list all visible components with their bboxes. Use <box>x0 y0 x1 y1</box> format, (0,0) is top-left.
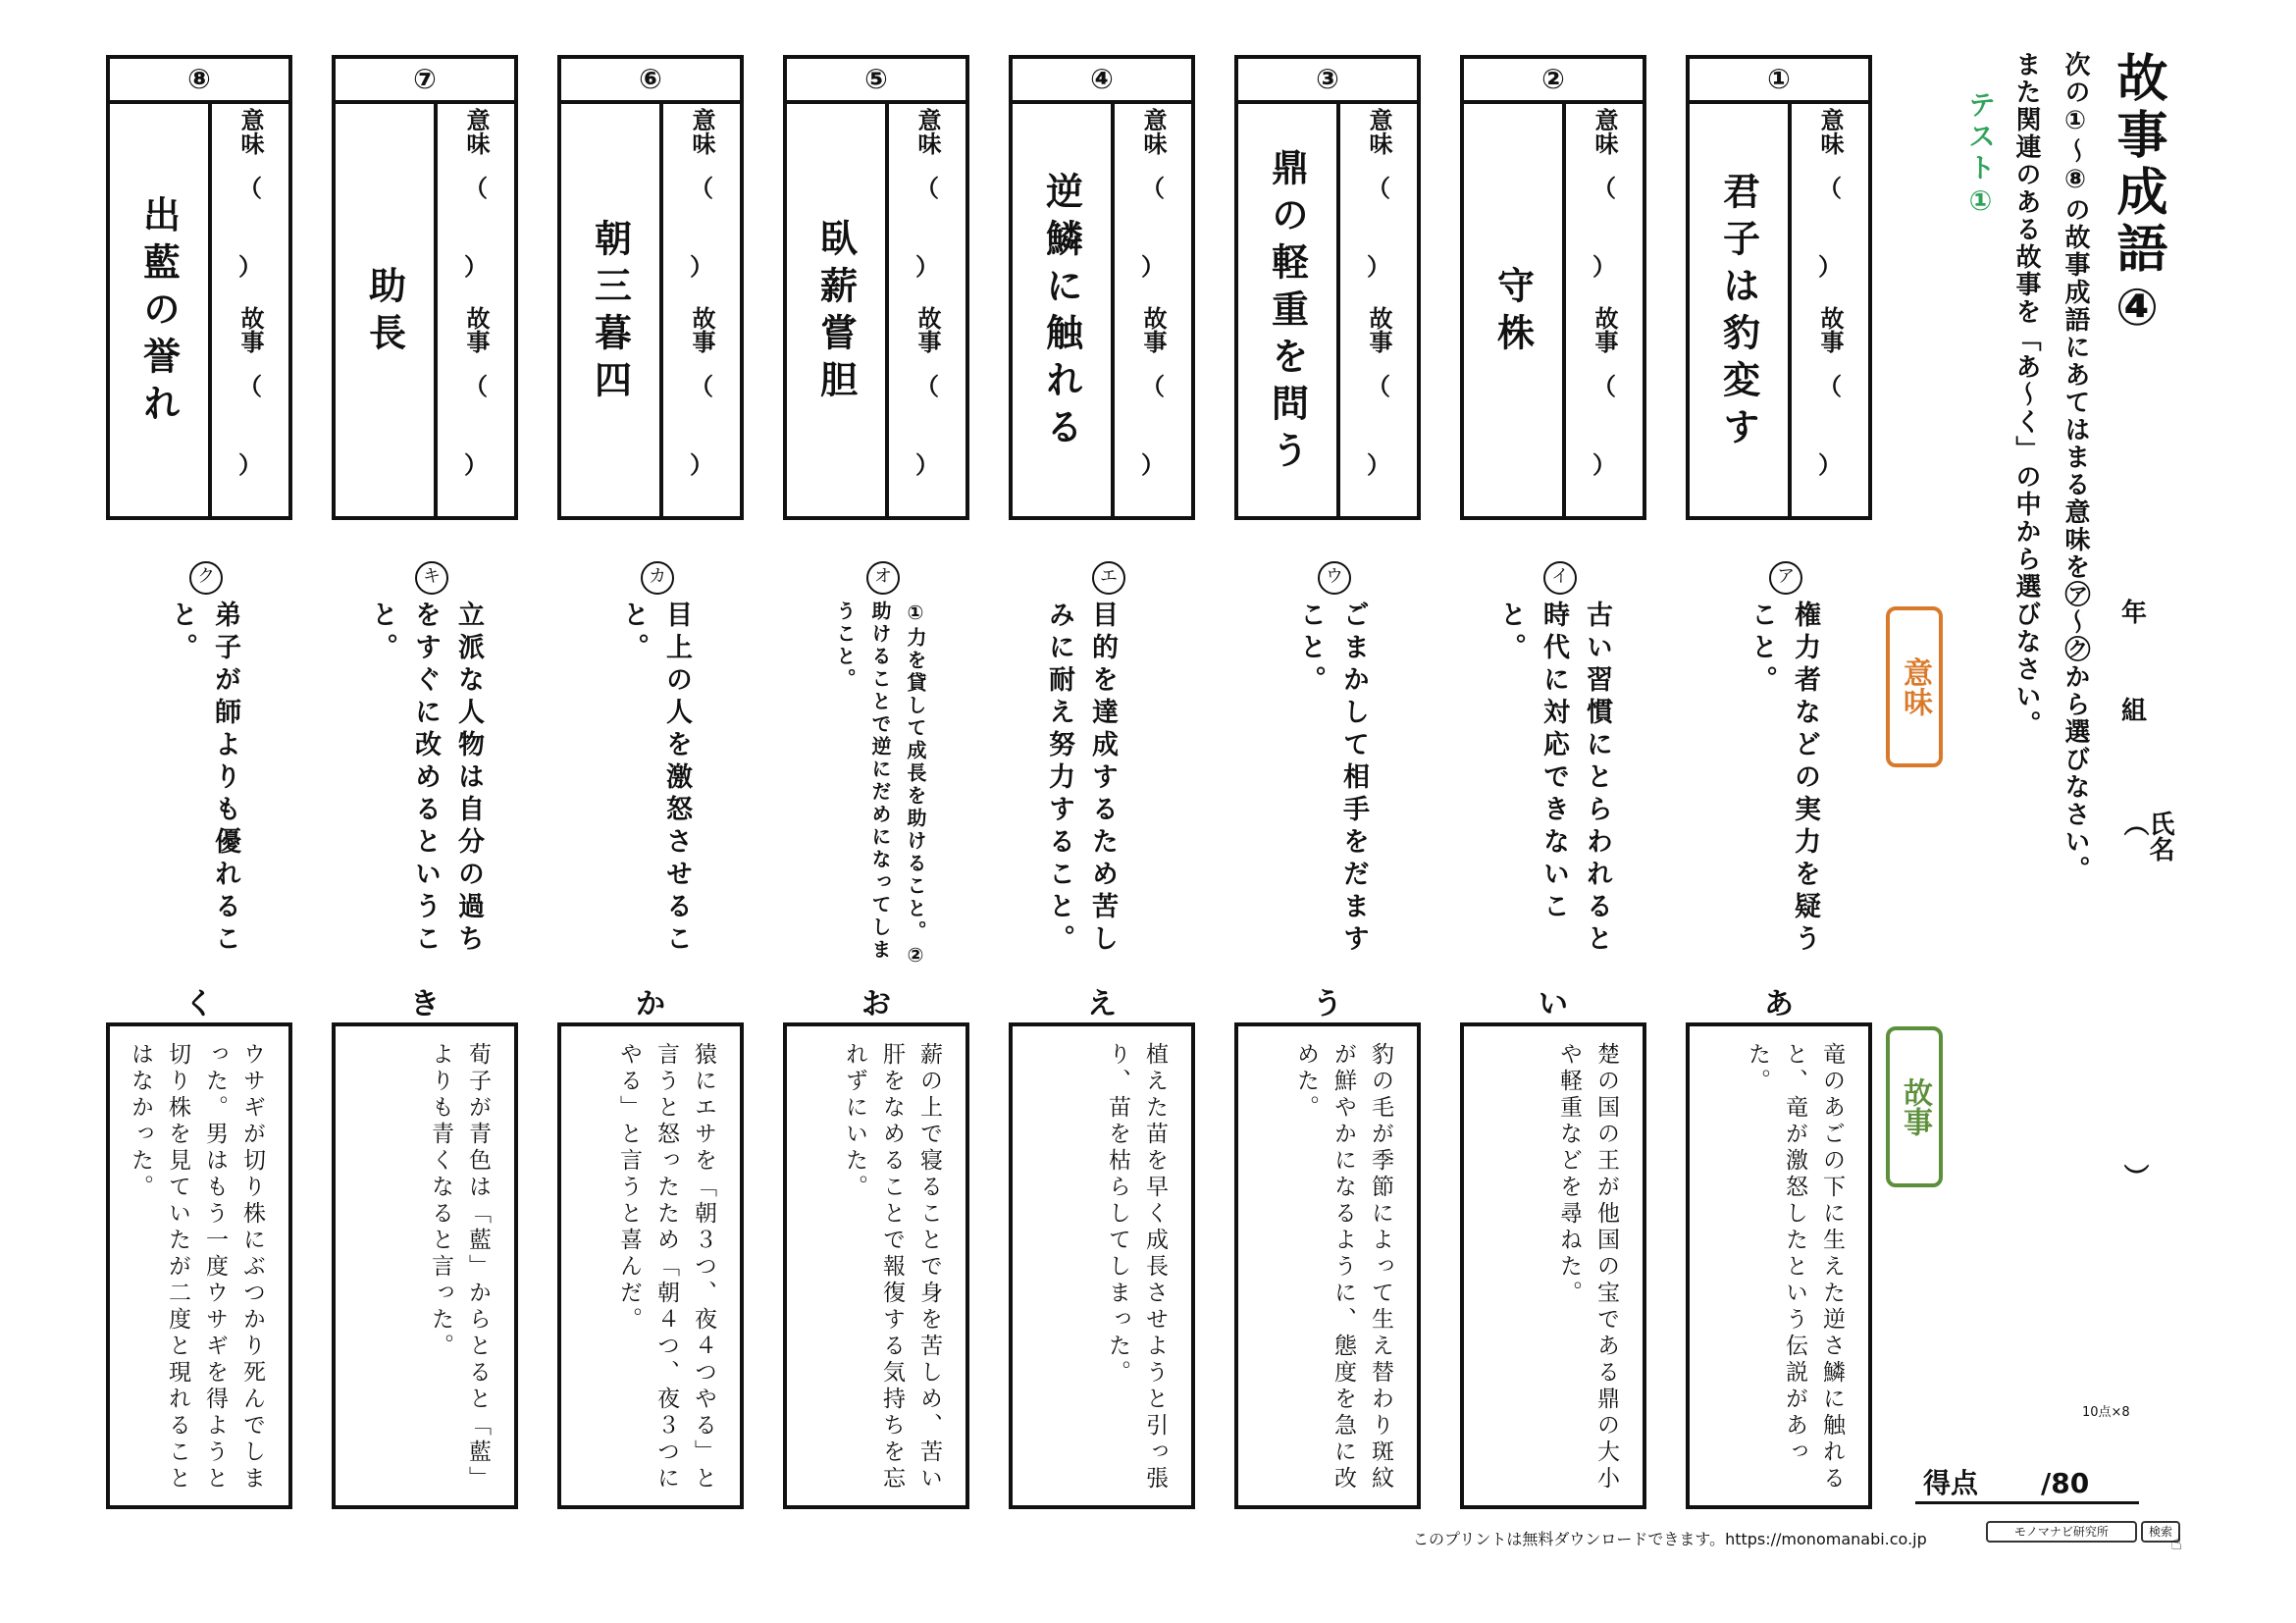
answer-field[interactable] <box>1792 108 1868 508</box>
idiom-phrase: 逆鱗に触れる <box>1039 172 1083 454</box>
story-label: 故事 <box>688 306 715 353</box>
answer-number: ③ <box>1238 59 1417 104</box>
bracket-close: ） <box>1818 253 1842 281</box>
meaning-label: ウ <box>1318 561 1351 595</box>
bracket-close: ） <box>464 451 488 479</box>
story-label: 故事 <box>1591 306 1618 353</box>
score-underline <box>1915 1501 2139 1504</box>
bracket-open: （ <box>915 175 939 202</box>
idiom-phrase: 君子は豹変す <box>1716 172 1760 454</box>
answer-number: ⑧ <box>110 59 288 104</box>
answer-box-1 <box>1686 55 1872 520</box>
bracket-close: ） <box>238 451 262 479</box>
meaning-label: 意味 <box>688 108 715 155</box>
bracket-open: （ <box>464 175 488 202</box>
meaning-tag: 意味 <box>1886 606 1943 767</box>
idiom-phrase: 守株 <box>1490 266 1535 360</box>
answer-number: ④ <box>1013 59 1191 104</box>
student-info <box>2121 601 2172 1189</box>
story-label-i: い <box>1539 987 1568 1021</box>
bracket-open: （ <box>238 373 262 400</box>
story-text: 荀子が青色は「藍」からとると「藍」よりも青くなると言った。 <box>428 1042 491 1492</box>
story-box-i <box>1460 1022 1646 1509</box>
story-text: 豹の毛が季節によって生え替わり斑紋が鮮やかになるように、態度を急に改めた。 <box>1293 1042 1393 1492</box>
idiom-phrase: 鼎の軽重を問う <box>1265 148 1309 478</box>
meaning-label: 意味 <box>236 108 264 155</box>
bracket-close: ） <box>1141 253 1165 281</box>
answer-number: ⑤ <box>787 59 965 104</box>
story-text: 猿にエサを「朝３つ、夜４つやる」と言うと怒ったため「朝４つ、夜３つにやる」と言うと喜んだ。 <box>616 1042 716 1492</box>
story-label: 故事 <box>1816 306 1844 353</box>
answer-field[interactable] <box>1566 108 1643 508</box>
class-label: 組 <box>2121 697 2148 726</box>
story-label-ka: か <box>636 987 665 1021</box>
idiom-phrase: 臥薪嘗胆 <box>813 219 858 407</box>
story-box-a <box>1686 1022 1872 1509</box>
bracket-close: ） <box>1367 451 1390 479</box>
title-number: ④ <box>2108 279 2166 343</box>
bracket-close: ） <box>1141 451 1165 479</box>
answer-number: ⑦ <box>336 59 514 104</box>
story-box-ku <box>106 1022 292 1509</box>
idiom-phrase: 出藍の誉れ <box>136 195 181 431</box>
answer-box-3 <box>1234 55 1421 520</box>
story-tag: 故事 <box>1886 1026 1943 1187</box>
test-label: テスト① <box>1964 90 1997 221</box>
story-label: 故事 <box>1365 306 1392 353</box>
year-label: 年 <box>2121 599 2148 628</box>
story-label: 故事 <box>236 306 264 353</box>
bracket-close: ） <box>1592 253 1616 281</box>
bracket-close: ） <box>1818 451 1842 479</box>
story-label: 故事 <box>1139 306 1167 353</box>
answer-number: ⑥ <box>561 59 740 104</box>
meaning-label: カ <box>641 561 674 595</box>
story-box-e <box>1009 1022 1195 1509</box>
meaning-label: イ <box>1543 561 1577 595</box>
answer-box-8 <box>106 55 292 520</box>
meaning-text: 目上の人を激怒させること。 <box>618 601 692 957</box>
answer-box-4 <box>1009 55 1195 520</box>
answer-box-5 <box>783 55 969 520</box>
bracket-open: （ <box>1592 175 1616 202</box>
story-box-o <box>783 1022 969 1509</box>
answer-field[interactable] <box>889 108 965 508</box>
meaning-text: 弟子が師よりも優れること。 <box>167 601 240 957</box>
bracket-open: （ <box>464 373 488 400</box>
meaning-label: 意味 <box>913 108 941 155</box>
story-label-ku: く <box>184 987 214 1021</box>
story-label-ki: き <box>410 987 440 1021</box>
bracket-close: ） <box>1592 451 1616 479</box>
bracket-close: ） <box>1367 253 1390 281</box>
footer-text: このプリントは無料ダウンロードできます。https://monomanabi.co.jp <box>1413 1530 1927 1548</box>
meaning-label: 意味 <box>462 108 490 155</box>
meaning-label: 意味 <box>1365 108 1392 155</box>
bracket-open: （ <box>690 175 713 202</box>
bracket-close: ） <box>690 451 713 479</box>
publisher-badge[interactable]: モノマナビ研究所 <box>1986 1521 2137 1543</box>
answer-box-2 <box>1460 55 1646 520</box>
answer-field[interactable] <box>1115 108 1191 508</box>
bracket-open: （ <box>1141 175 1165 202</box>
score-label: 得点 <box>1923 1467 1979 1499</box>
story-box-ki <box>332 1022 518 1509</box>
name-close: ） <box>2119 1164 2149 1189</box>
bracket-close: ） <box>690 253 713 281</box>
instructions <box>2002 51 2100 1081</box>
story-box-u <box>1234 1022 1421 1509</box>
story-label-u: う <box>1313 987 1342 1021</box>
story-label: 故事 <box>462 306 490 353</box>
answer-field[interactable] <box>1340 108 1417 508</box>
bracket-close: ） <box>915 253 939 281</box>
meaning-text: 立派な人物は自分の過ちをすぐに改めるということ。 <box>367 601 484 957</box>
meaning-label: 意味 <box>1816 108 1844 155</box>
bracket-open: （ <box>915 373 939 400</box>
meaning-text: ごまかして相手をだますこと。 <box>1295 601 1369 957</box>
idiom-phrase: 助長 <box>362 266 406 360</box>
meaning-label: キ <box>415 561 448 595</box>
bracket-close: ） <box>464 253 488 281</box>
score-field[interactable] <box>1923 1462 2089 1501</box>
answer-number: ① <box>1690 59 1868 104</box>
meaning-label: 意味 <box>1139 108 1167 155</box>
answer-field[interactable] <box>438 108 514 508</box>
score-note: 10点×8 <box>2082 1405 2130 1420</box>
bracket-open: （ <box>1367 373 1390 400</box>
meaning-text: 目的を達成するため苦しみに耐え努力すること。 <box>1044 601 1118 957</box>
bracket-open: （ <box>1367 175 1390 202</box>
story-label: 故事 <box>913 306 941 353</box>
bracket-open: （ <box>1592 373 1616 400</box>
meaning-label: ア <box>1769 561 1802 595</box>
page-title <box>2108 51 2166 343</box>
meaning-label: 意味 <box>1591 108 1618 155</box>
meaning-label: オ <box>866 561 900 595</box>
answer-box-7 <box>332 55 518 520</box>
answer-field[interactable] <box>212 108 288 508</box>
meaning-label: ク <box>189 561 223 595</box>
meaning-text: 古い習慣にとらわれると時代に対応できないこと。 <box>1495 601 1612 957</box>
story-text: 竜のあごの下に生えた逆さ鱗に触れると、竜が激怒したという伝説があった。 <box>1745 1042 1845 1492</box>
bracket-open: （ <box>1141 373 1165 400</box>
story-label-o: お <box>861 987 891 1021</box>
bracket-open: （ <box>238 175 262 202</box>
meaning-label: エ <box>1092 561 1125 595</box>
story-label-e: え <box>1087 987 1117 1021</box>
bracket-open: （ <box>690 373 713 400</box>
story-text: ウサギが切り株にぶつかり死んでしまった。男はもう一度ウサギを得ようと切り株を見ていたが二度と現れることはなかった。 <box>128 1042 265 1492</box>
story-box-ka <box>557 1022 744 1509</box>
bracket-open: （ <box>1818 373 1842 400</box>
meaning-text: 権力者などの実力を疑うこと。 <box>1747 601 1820 957</box>
instruction-line-1: 次の①～⑧の故事成語にあてはまる意味を㋐～㋗から選びなさい。 <box>2061 51 2090 883</box>
idiom-phrase: 朝三暮四 <box>588 219 632 407</box>
score-total: /80 <box>2041 1467 2090 1499</box>
meaning-text: ①力を貸して成長を助けること。②助けることで逆にだめになってしまうこと。 <box>833 601 927 969</box>
name-label: 氏名（ <box>2119 811 2174 862</box>
search-button[interactable]: 検索 <box>2141 1521 2180 1543</box>
pointer-icon: ☝ <box>2170 1531 2183 1554</box>
answer-box-6 <box>557 55 744 520</box>
title-text: 故事成語 <box>2108 51 2166 279</box>
answer-field[interactable] <box>663 108 740 508</box>
story-text: 薪の上で寝ることで身を苦しめ、苦い肝をなめることで報復する気持ちを忘れずにいた。 <box>842 1042 942 1492</box>
story-text: 楚の国の王が他国の宝である鼎の大小や軽重などを尋ねた。 <box>1556 1042 1619 1492</box>
instruction-line-2: また関連のある故事を「あ～く」の中から選びなさい。 <box>2011 51 2041 738</box>
answer-number: ② <box>1464 59 1643 104</box>
bracket-close: ） <box>238 253 262 281</box>
bracket-close: ） <box>915 451 939 479</box>
story-label-a: あ <box>1764 987 1794 1021</box>
bracket-open: （ <box>1818 175 1842 202</box>
story-text: 植えた苗を早く成長させようと引っ張り、苗を枯らしてしまった。 <box>1105 1042 1168 1492</box>
